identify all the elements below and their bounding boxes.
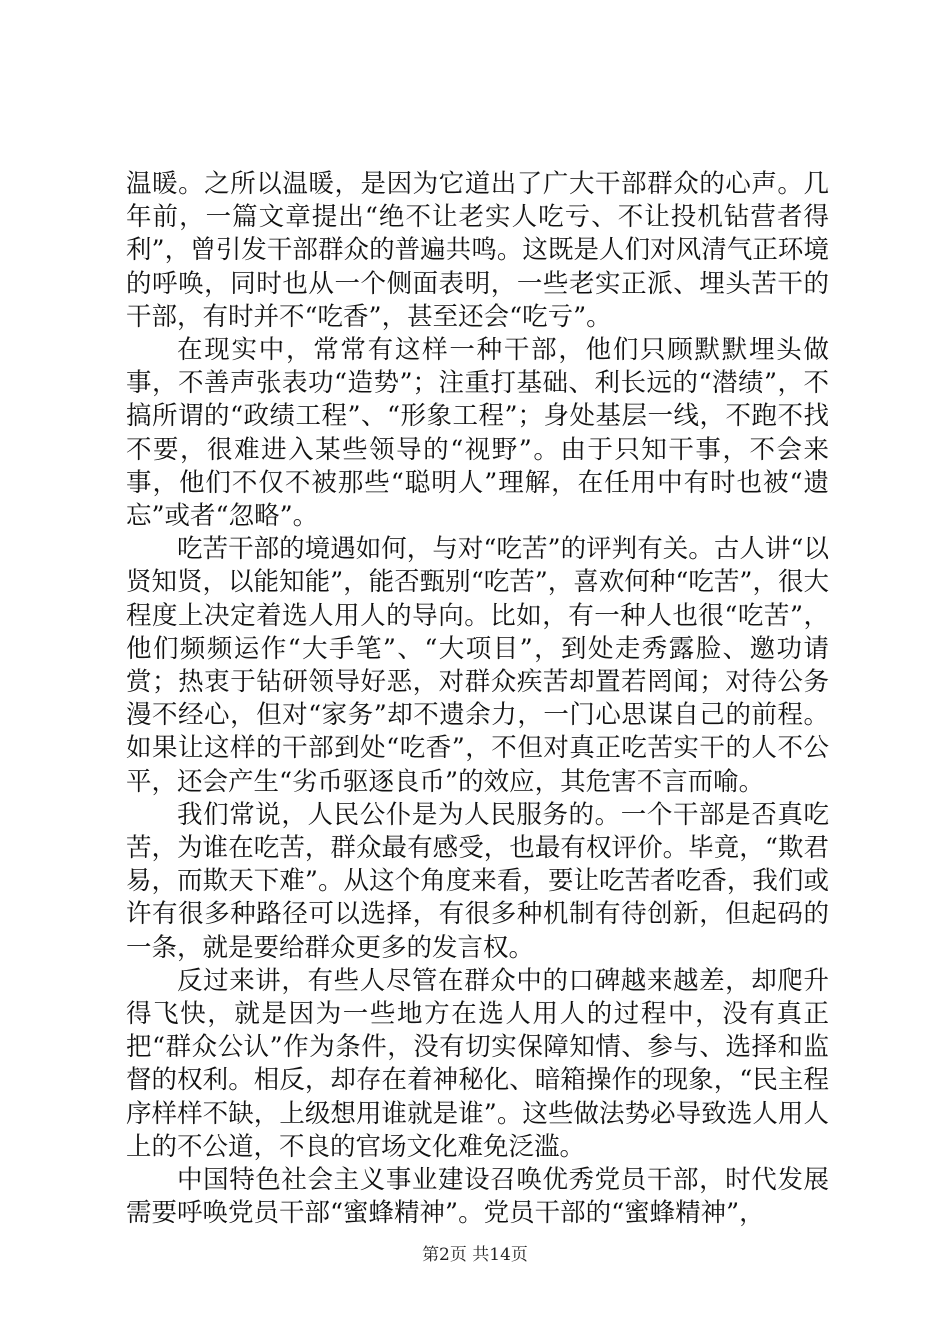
paragraph-4: 我们常说，人民公仆是为人民服务的。一个干部是否真吃苦，为谁在吃苦，群众最有感受，也最有权评价。毕竟，“欺君易，而欺天下难”。从这个角度来看，要让吃苦者吃香，我们或许有很多种路径可以选择，有很多种机制有待创新，但起码的一条，就是要给群众更多的发言权。 [126, 799, 829, 963]
paragraph-6: 中国特色社会主义事业建设召唤优秀党员干部，时代发展需要呼唤党员干部“蜜蜂精神”。党员干部的“蜜蜂精神”， [126, 1165, 829, 1229]
paragraph-5: 反过来讲，有些人尽管在群众中的口碑越来越差，却爬升得飞快，就是因为一些地方在选人用人的过程中，没有真正把“群众公认”作为条件，没有切实保障知情、参与、选择和监督的权利。相反，却存在着神秘化、暗箱操作的现象，“民主程序样样不缺，上级想用谁就是谁”。这些做法势必导致选人用人上的不公道，不良的官场文化难免泛滥。 [126, 965, 829, 1162]
page-number-footer: 第2页 共14页 [422, 1245, 528, 1265]
paragraph-3: 吃苦干部的境遇如何，与对“吃苦”的评判有关。古人讲“以贤知贤，以能知能”，能否甄别“吃苦”，喜欢何种“吃苦”，很大程度上决定着选人用人的导向。比如，有一种人也很“吃苦”，他们频频运作“大手笔”、“大项目”，到处走秀露脸、邀功请赏；热衷于钻研领导好恶，对群众疾苦却置若罔闻；对待公务漫不经心，但对“家务”却不遗余力，一门心思谋自己的前程。如果让这样的干部到处“吃香”，不但对真正吃苦实干的人不公平，还会产生“劣币驱逐良币”的效应，其危害不言而喻。 [126, 534, 829, 797]
paragraph-2: 在现实中，常常有这样一种干部，他们只顾默默埋头做事，不善声张表功“造势”；注重打基础、利长远的“潜绩”，不搞所谓的“政绩工程”、“形象工程”；身处基层一线，不跑不找不要，很难进入某些领导的“视野”。由于只知干事，不会来事，他们不仅不被那些“聪明人”理解，在任用中有时也被“遗忘”或者“忽略”。 [126, 335, 829, 532]
document-body [126, 168, 829, 1231]
paragraph-1: 温暖。之所以温暖，是因为它道出了广大干部群众的心声。几年前，一篇文章提出“绝不让老实人吃亏、不让投机钻营者得利”，曾引发干部群众的普遍共鸣。这既是人们对风清气正环境的呼唤，同时也从一个侧面表明，一些老实正派、埋头苦干的干部，有时并不“吃香”，甚至还会“吃亏”。 [126, 169, 829, 332]
